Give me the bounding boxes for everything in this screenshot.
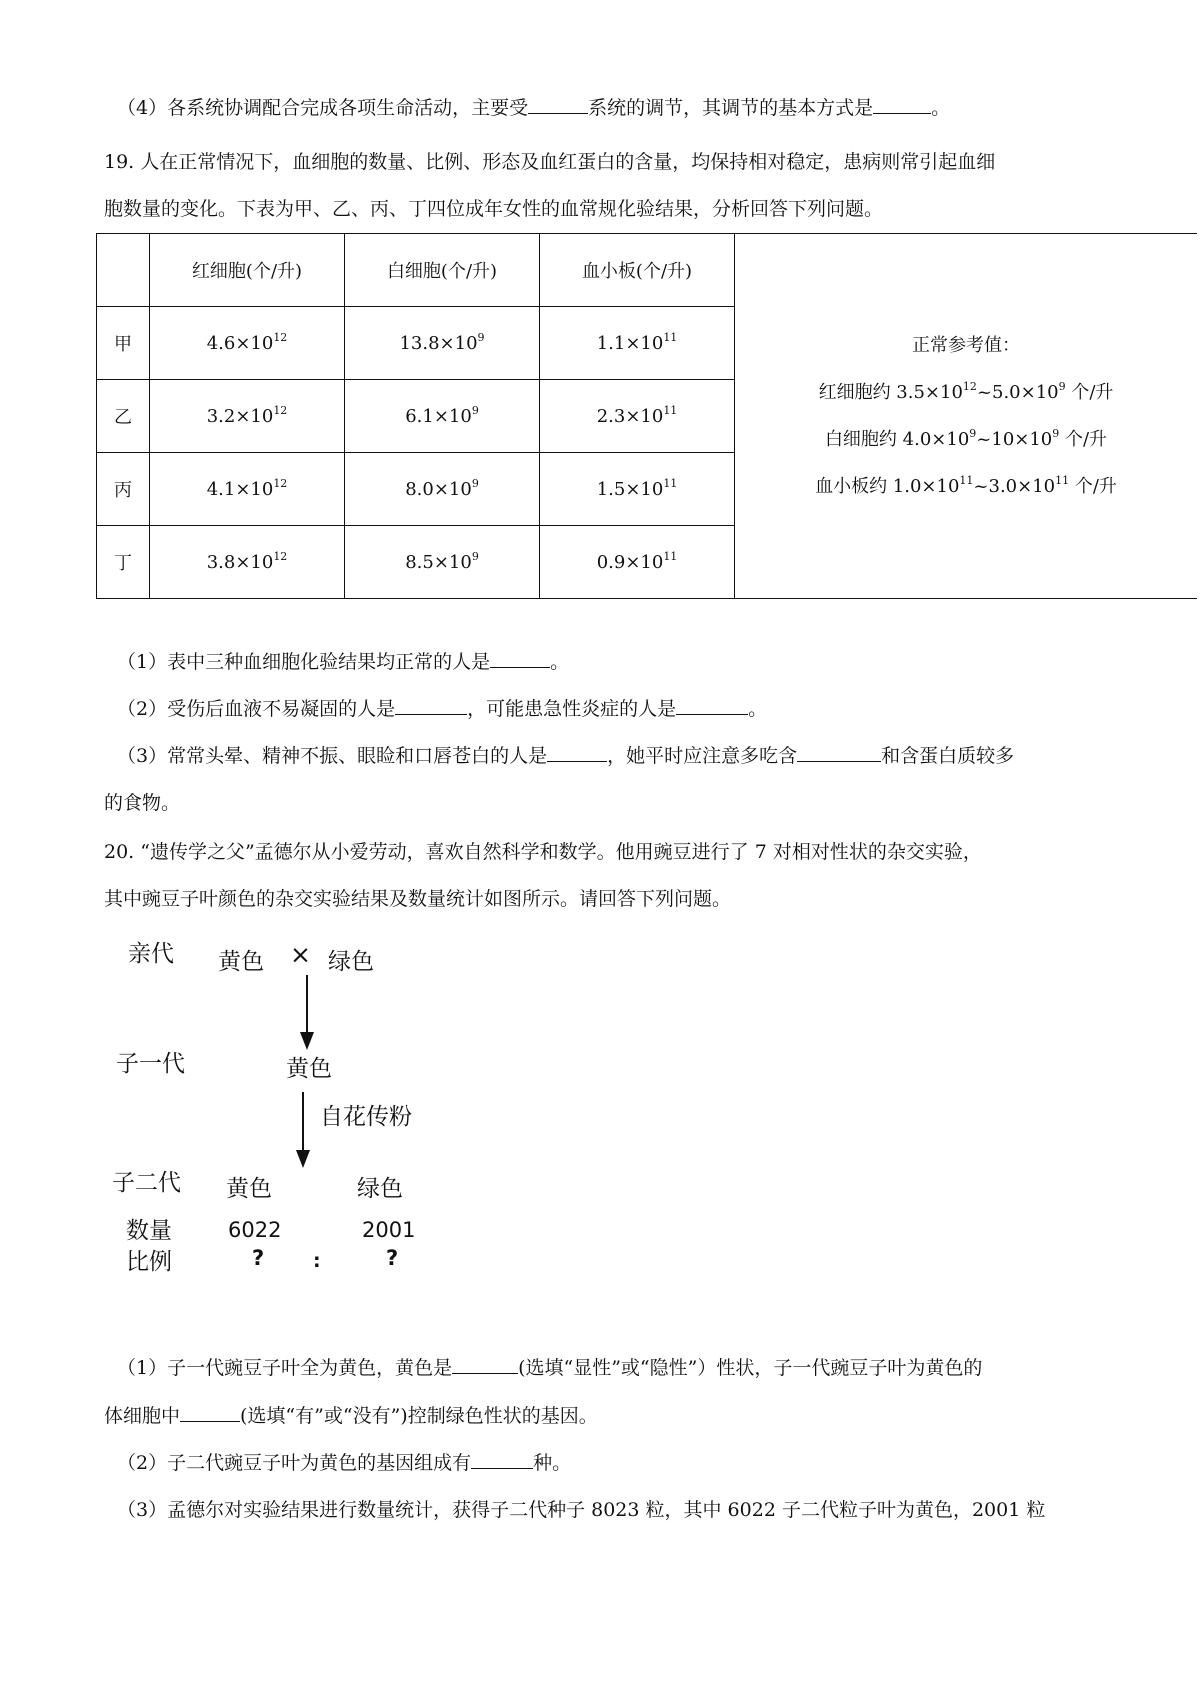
- f2-green: 绿色: [357, 1176, 403, 1202]
- reference-cell: [735, 234, 1198, 599]
- header-wbc: 白细胞(个/升): [345, 234, 540, 307]
- reference-plt: 血小板约 $1.0\times 10^{11}\sim 3.0\times 10^{11}$ 个/升: [815, 474, 1117, 497]
- q20-2-line: （2）子二代豌豆子叶为黄色的基因组成有 种。: [117, 1452, 572, 1474]
- answer-blank[interactable]: [395, 697, 467, 715]
- answer-blank[interactable]: [676, 697, 748, 715]
- parent-generation-label: 亲代: [128, 941, 174, 967]
- answer-blank[interactable]: [528, 96, 588, 114]
- answer-blank[interactable]: [471, 1451, 533, 1469]
- f1-yellow: 黄色: [286, 1056, 332, 1082]
- row-person: 丙: [97, 453, 150, 526]
- reference-rbc: 红细胞约 $3.5\times 10^{12}\sim 5.0\times 10^9$ 个/升: [818, 380, 1114, 403]
- row-person: 甲: [97, 307, 150, 380]
- answer-blank[interactable]: [452, 1356, 518, 1374]
- cell-rbc: $4.6\times 10^{12}$: [150, 307, 345, 380]
- cell-rbc: $3.8\times 10^{12}$: [150, 526, 345, 599]
- q20-1-line-cont: 体细胞中 (选填“有”或“没有”)控制绿色性状的基因。: [104, 1405, 598, 1427]
- parent-yellow: 黄色: [218, 949, 264, 975]
- down-arrow-shaft: [302, 1092, 304, 1154]
- f2-yellow: 黄色: [226, 1176, 272, 1202]
- reference-title: 正常参考值：: [912, 335, 1020, 356]
- q18-4-line: （4）各系统协调配合完成各项生命活动，主要受 系统的调节，其调节的基本方式是 。: [117, 97, 951, 119]
- header-plt: 血小板(个/升): [540, 234, 735, 307]
- q19-3-line-cont: 的食物。: [104, 792, 181, 814]
- reference-wbc: 白细胞约 $4.0\times 10^9\sim 10\times 10^9$ 个/升: [824, 427, 1108, 450]
- cell-plt: $2.3\times 10^{11}$: [540, 380, 735, 453]
- parent-green: 绿色: [328, 949, 374, 975]
- f2-generation-label: 子二代: [112, 1170, 181, 1196]
- row-person: 乙: [97, 380, 150, 453]
- cell-wbc: $13.8\times 10^9$: [345, 307, 540, 380]
- q20-intro-line-1: 20. “遗传学之父”孟德尔从小爱劳动，喜欢自然科学和数学。他用豌豆进行了 7 对相对性状的杂交实验，: [104, 841, 982, 863]
- answer-blank[interactable]: [547, 744, 607, 762]
- answer-blank[interactable]: [873, 96, 931, 114]
- q19-intro-line-1: 19. 人在正常情况下，血细胞的数量、比例、形态及血红蛋白的含量，均保持相对稳定，患病则常引起血细: [104, 151, 996, 173]
- reference-values: [735, 322, 1197, 510]
- down-arrow-shaft: [306, 975, 308, 1035]
- selfing-label: 自花传粉: [320, 1104, 412, 1130]
- answer-blank[interactable]: [797, 744, 881, 762]
- count-green: 2001: [362, 1218, 416, 1242]
- ratio-yellow: ?: [252, 1246, 265, 1270]
- cross-symbol: ×: [290, 940, 311, 969]
- cell-plt: $1.1\times 10^{11}$: [540, 307, 735, 380]
- corner-cell: [97, 234, 150, 307]
- q20-3-line: （3）孟德尔对实验结果进行数量统计，获得子二代种子 8023 粒，其中 6022 子二代粒子叶为黄色，2001 粒: [117, 1499, 1046, 1521]
- ratio-green: ?: [386, 1246, 399, 1270]
- cell-rbc: $3.2\times 10^{12}$: [150, 380, 345, 453]
- answer-blank[interactable]: [180, 1404, 240, 1422]
- down-arrow-icon: [296, 1150, 310, 1168]
- q19-1-line: （1）表中三种血细胞化验结果均正常的人是 。: [117, 651, 570, 673]
- q19-2-line: （2）受伤后血液不易凝固的人是 ，可能患急性炎症的人是 。: [117, 698, 768, 720]
- ratio-separator: :: [313, 1250, 321, 1272]
- cell-plt: $0.9\times 10^{11}$: [540, 526, 735, 599]
- header-rbc: 红细胞(个/升): [150, 234, 345, 307]
- cell-wbc: $6.1\times 10^9$: [345, 380, 540, 453]
- f1-generation-label: 子一代: [116, 1051, 185, 1077]
- cell-wbc: $8.0\times 10^9$: [345, 453, 540, 526]
- cell-rbc: $4.1\times 10^{12}$: [150, 453, 345, 526]
- cell-wbc: $8.5\times 10^9$: [345, 526, 540, 599]
- q19-intro-line-2: 胞数量的变化。下表为甲、乙、丙、丁四位成年女性的血常规化验结果，分析回答下列问题。: [104, 198, 884, 220]
- q20-intro-line-2: 其中豌豆子叶颜色的杂交实验结果及数量统计如图所示。请回答下列问题。: [104, 888, 732, 910]
- ratio-label: 比例: [126, 1249, 172, 1275]
- q20-1-line: （1）子一代豌豆子叶全为黄色，黄色是 (选填“显性”或“隐性”）性状，子一代豌豆子叶为黄色的: [117, 1357, 983, 1379]
- cell-plt: $1.5\times 10^{11}$: [540, 453, 735, 526]
- count-label: 数量: [126, 1218, 172, 1244]
- q19-3-line: （3）常常头晕、精神不振、眼睑和口唇苍白的人是 ，她平时应注意多吃含 和含蛋白质较多: [117, 745, 1015, 767]
- answer-blank[interactable]: [490, 650, 550, 668]
- row-person: 丁: [97, 526, 150, 599]
- down-arrow-icon: [300, 1032, 314, 1050]
- count-yellow: 6022: [228, 1218, 282, 1242]
- blood-test-table: [96, 233, 1197, 599]
